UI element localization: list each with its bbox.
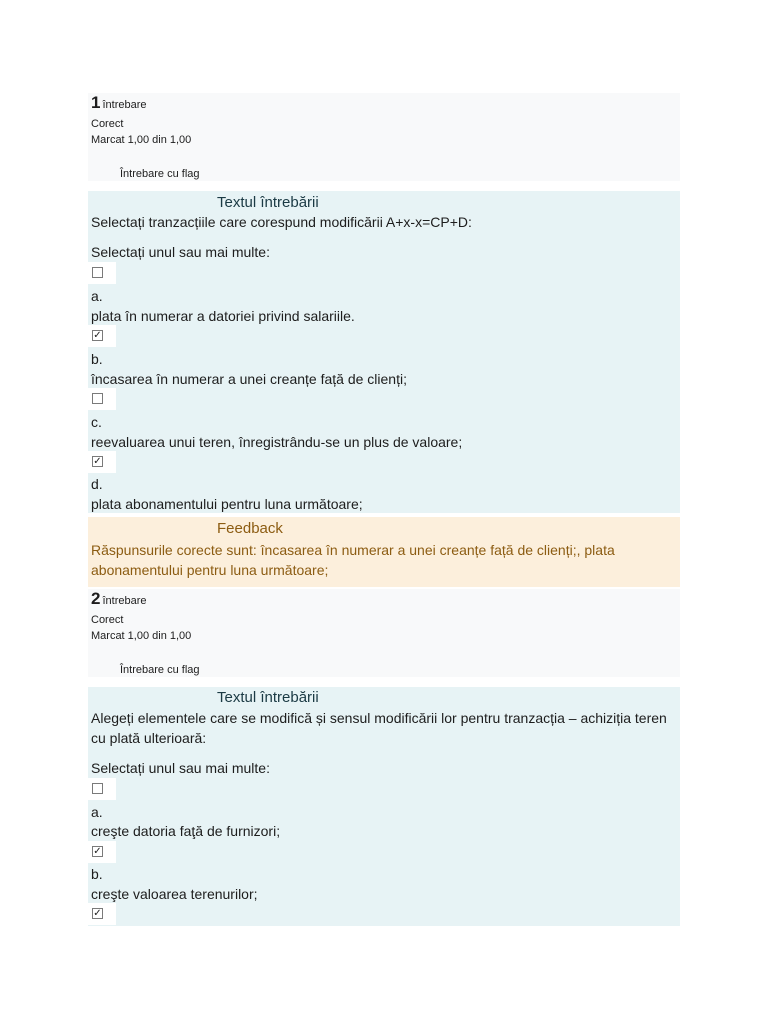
option-a-letter: a. <box>91 804 103 820</box>
leading-checkbox[interactable] <box>88 778 116 800</box>
question-1-content <box>88 191 680 513</box>
flag-question-link[interactable]: Întrebare cu flag <box>120 664 200 676</box>
feedback-text: Răspunsurile corecte sunt: încasarea în numerar a unei creanțe față de clienți;, plata abonamentului pentru luna următoare; <box>91 542 615 578</box>
option-b-label[interactable]: creşte valoarea terenurilor; <box>91 886 258 902</box>
question-number: 1 întrebare <box>91 93 147 112</box>
question-text: Alegeți elementele care se modifică și sensul modificării lor pentru tranzacția – achiziția teren cu plată ulterioară: <box>91 710 667 746</box>
option-b-letter: b. <box>91 866 103 882</box>
question-text-header: Textul întrebării <box>217 689 319 706</box>
question-grade: Marcat 1,00 din 1,00 <box>91 134 192 146</box>
option-d-label[interactable]: plata abonamentului pentru luna următoare; <box>91 496 363 512</box>
option-a-checkbox[interactable] <box>88 841 116 863</box>
option-a-letter: a. <box>91 288 103 304</box>
option-b-letter: b. <box>91 351 103 367</box>
question-2-content <box>88 687 680 926</box>
answer-prompt: Selectați unul sau mai multe: <box>91 244 270 260</box>
checkbox-icon <box>92 393 103 404</box>
checkbox-icon <box>92 267 103 278</box>
question-state: Corect <box>91 118 124 130</box>
feedback-panel <box>88 517 680 587</box>
feedback-header: Feedback <box>217 520 283 537</box>
option-b-label[interactable]: încasarea în numerar a unei creanțe față de clienți; <box>91 371 407 387</box>
option-b-checkbox[interactable] <box>88 903 116 925</box>
checkbox-checked-icon: ✓ <box>93 846 102 857</box>
option-a-checkbox[interactable] <box>88 262 116 284</box>
option-b-checkbox[interactable] <box>88 325 116 347</box>
flag-question-link[interactable]: Întrebare cu flag <box>120 168 200 180</box>
question-1-info <box>88 93 680 181</box>
option-c-checkbox[interactable] <box>88 388 116 410</box>
question-text: Selectați tranzacțiile care corespund modificării A+x-x=CP+D: <box>91 214 472 230</box>
checkbox-checked-icon: ✓ <box>93 456 102 467</box>
question-number: 2 întrebare <box>91 589 147 608</box>
option-d-checkbox[interactable] <box>88 451 116 473</box>
checkbox-icon <box>92 783 103 794</box>
option-a-label[interactable]: creşte datoria faţă de furnizori; <box>91 823 281 839</box>
answer-prompt: Selectați unul sau mai multe: <box>91 760 270 776</box>
option-d-letter: d. <box>91 476 103 492</box>
question-state: Corect <box>91 614 124 626</box>
question-2-info <box>88 589 680 677</box>
checkbox-checked-icon: ✓ <box>93 330 102 341</box>
option-c-label[interactable]: reevaluarea unui teren, înregistrându-se un plus de valoare; <box>91 434 463 450</box>
option-c-letter: c. <box>91 414 102 430</box>
question-text-header: Textul întrebării <box>217 194 319 211</box>
option-a-label[interactable]: plata în numerar a datoriei privind salariile. <box>91 308 355 324</box>
checkbox-checked-icon: ✓ <box>93 908 102 919</box>
question-grade: Marcat 1,00 din 1,00 <box>91 630 192 642</box>
